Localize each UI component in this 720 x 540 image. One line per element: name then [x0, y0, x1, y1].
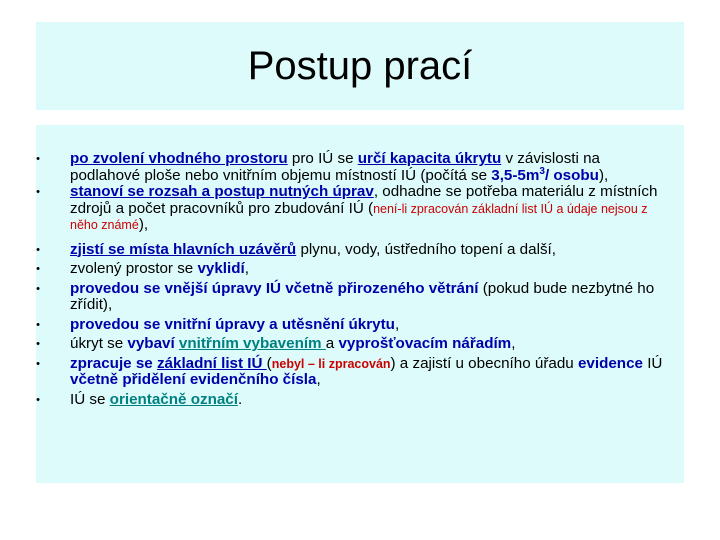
bullet-item [36, 281, 684, 314]
bullet-text: orientačně označí [109, 390, 238, 408]
bullet-text: , [394, 315, 400, 333]
bullet-icon: • [36, 338, 40, 350]
bullet-text: včetně přidělení evidenčního čísla [70, 371, 317, 388]
bullet-item [36, 356, 684, 389]
bullet-text: úkryt se [70, 335, 128, 352]
page-title: Postup prací [247, 43, 473, 88]
bullet-icon: • [36, 243, 40, 256]
bullet-item [36, 392, 684, 409]
bullet-icon: • [36, 318, 40, 331]
content-panel [36, 125, 684, 483]
bullet-text: v závislosti na podlahové ploše nebo vnitřním objemu místností IÚ (počítá se [70, 150, 601, 184]
bullet-item [36, 317, 684, 334]
bullet-text: 3,5-5m [491, 166, 540, 184]
bullet-icon: • [36, 153, 40, 165]
bullet-text: určí kapacita úkrytu [357, 150, 502, 167]
title-panel [36, 22, 684, 110]
bullet-text: provedou se vnitřní úpravy a utěsnění úkrytu [70, 315, 395, 333]
bullet-text: zvolený prostor se [70, 260, 198, 277]
bullet-icon: • [36, 186, 40, 198]
bullet-text: 3 [539, 165, 545, 177]
bullet-text: základní list IÚ [156, 354, 267, 372]
bullet-text: IÚ se [70, 390, 110, 408]
bullet-text: vyklidí [197, 260, 245, 277]
bullet-text: ), [138, 216, 149, 233]
bullet-text: po zvolení vhodného prostoru [70, 150, 288, 167]
bullet-icon: • [36, 357, 40, 370]
bullet-text: stanoví se rozsah a postup nutných úprav [70, 183, 374, 200]
bullet-item [36, 151, 684, 184]
bullet-text: (pokud bude nezbytné ho zřídit), [70, 279, 655, 313]
bullet-icon: • [36, 393, 40, 406]
bullet-text: ) a zajistí u obecního úřadu [390, 354, 578, 372]
bullet-text: vyprošťovacím nářadím [338, 335, 512, 352]
bullet-text: vybaví [127, 335, 179, 352]
bullet-text: plynu, vody, ústředního topení a další, [296, 240, 556, 258]
bullet-text: , [511, 335, 516, 352]
bullet-text: evidence [577, 354, 643, 372]
bullet-text: a [325, 335, 339, 352]
bullet-text: provedou se vnější úpravy IÚ včetně přirozeného větrání [70, 279, 479, 297]
bullet-text: vnitřním vybavením [178, 335, 326, 352]
bullet-text: ), [598, 166, 609, 184]
bullet-text: , [316, 371, 321, 388]
bullet-icon: • [36, 282, 40, 295]
bullet-text: / osobu [544, 166, 599, 184]
bullet-list [36, 151, 684, 408]
bullet-text: pro IÚ se [287, 150, 358, 167]
bullet-text: , [244, 260, 249, 277]
bullet-item [36, 184, 684, 234]
bullet-text: ( [266, 354, 272, 372]
bullet-text: IÚ [642, 354, 663, 372]
bullet-text: . [237, 390, 243, 408]
bullet-text: nebyl – li zpracován [271, 356, 391, 371]
bullet-text: , odhadne se potřeba materiálu z místních zdrojů a počet pracovníků pro zbudování IÚ ( [70, 183, 658, 217]
bullet-text: zjistí se místa hlavních uzávěrů [70, 240, 297, 258]
bullet-text: zpracuje se [70, 354, 157, 372]
bullet-text: není-li zpracován základní list IÚ a údaje nejsou z něho známé [70, 201, 648, 232]
bullet-icon: • [36, 263, 40, 275]
bullet-item [36, 336, 684, 353]
bullet-item [36, 261, 684, 278]
bullet-item [36, 242, 684, 259]
